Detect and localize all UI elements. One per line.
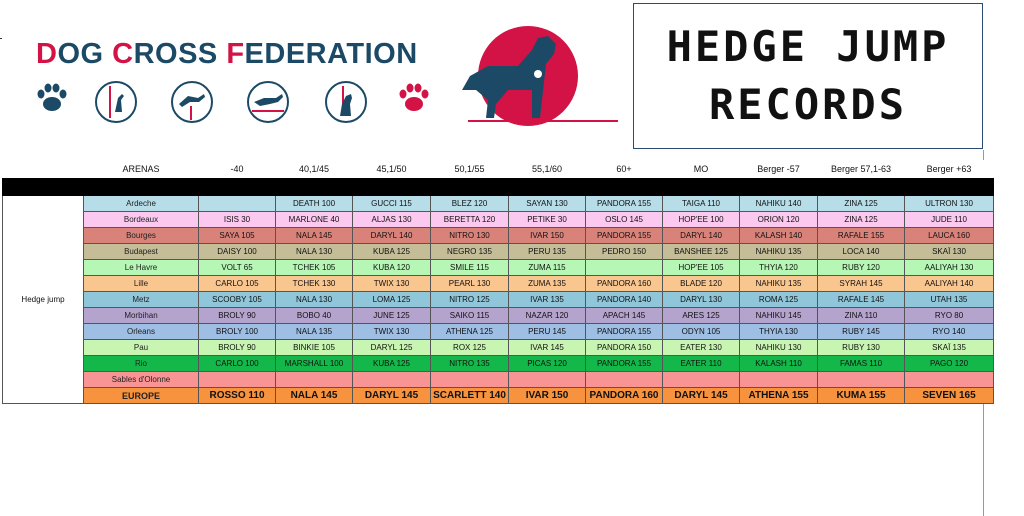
- table-row: [3, 212, 994, 228]
- record-cell: ALJAS 130: [353, 212, 431, 228]
- record-cell: DAISY 100: [199, 244, 276, 260]
- record-cell: EATER 110: [663, 356, 740, 372]
- record-cell: PAGO 120: [905, 356, 994, 372]
- jumping-dog-icon: [94, 80, 138, 124]
- arena-name: Ardeche: [84, 196, 199, 212]
- column-header: Berger +63: [905, 160, 994, 179]
- record-cell: BROLY 90: [199, 340, 276, 356]
- record-cell: KUBA 125: [353, 356, 431, 372]
- arena-name: Bordeaux: [84, 212, 199, 228]
- table-row: [3, 292, 994, 308]
- record-cell: ULTRON 130: [905, 196, 994, 212]
- column-header: 55,1/60: [509, 160, 586, 179]
- record-cell: LAUCA 160: [905, 228, 994, 244]
- record-cell: PEDRO 150: [586, 244, 663, 260]
- column-header: 45,1/50: [353, 160, 431, 179]
- title-box: [633, 3, 983, 149]
- record-cell: CARLO 105: [199, 276, 276, 292]
- record-cell: NEGRO 135: [431, 244, 509, 260]
- record-cell: PANDORA 155: [586, 356, 663, 372]
- record-cell: BLEZ 120: [431, 196, 509, 212]
- record-cell: ROMA 125: [740, 292, 818, 308]
- europe-row: [3, 388, 994, 404]
- column-header: 50,1/55: [431, 160, 509, 179]
- table-row: [3, 340, 994, 356]
- record-cell: TCHEK 105: [276, 260, 353, 276]
- column-header: 60+: [586, 160, 663, 179]
- record-cell: JUDE 110: [905, 212, 994, 228]
- record-cell: RYO 80: [905, 308, 994, 324]
- record-cell: SAYA 105: [199, 228, 276, 244]
- record-cell: PETIKE 30: [509, 212, 586, 228]
- arena-name: Rio: [84, 356, 199, 372]
- record-cell: THYIA 130: [740, 324, 818, 340]
- column-header: Berger -57: [740, 160, 818, 179]
- record-cell: PANDORA 155: [586, 228, 663, 244]
- arena-name: Le Havre: [84, 260, 199, 276]
- record-cell: IVAR 145: [509, 340, 586, 356]
- record-cell: PANDORA 140: [586, 292, 663, 308]
- record-cell: NITRO 135: [431, 356, 509, 372]
- record-cell: THYIA 120: [740, 260, 818, 276]
- table-row: [3, 372, 994, 388]
- record-cell: [740, 372, 818, 388]
- record-cell: ZUMA 115: [509, 260, 586, 276]
- record-cell: ROX 125: [431, 340, 509, 356]
- record-cell: [199, 196, 276, 212]
- record-cell: PANDORA 150: [586, 340, 663, 356]
- record-cell: NALA 145: [276, 388, 353, 404]
- record-cell: BANSHEE 125: [663, 244, 740, 260]
- federation-logo-text: DOG CROSS FEDERATION: [36, 38, 418, 70]
- record-cell: DARYL 145: [663, 388, 740, 404]
- record-cell: EATER 130: [663, 340, 740, 356]
- record-cell: OSLO 145: [586, 212, 663, 228]
- record-cell: ZINA 110: [818, 308, 905, 324]
- record-cell: DARYL 140: [353, 228, 431, 244]
- record-cell: GUCCI 115: [353, 196, 431, 212]
- record-cell: ATHENA 155: [740, 388, 818, 404]
- arena-name: Lille: [84, 276, 199, 292]
- record-cell: RAFALE 155: [818, 228, 905, 244]
- record-cell: IVAR 150: [509, 388, 586, 404]
- paw-icon: [396, 80, 432, 116]
- record-cell: DARYL 140: [663, 228, 740, 244]
- record-cell: PEARL 130: [431, 276, 509, 292]
- record-cell: PERU 135: [509, 244, 586, 260]
- arena-name: Budapest: [84, 244, 199, 260]
- record-cell: [199, 372, 276, 388]
- table-row: [3, 196, 994, 212]
- record-cell: KUMA 155: [818, 388, 905, 404]
- record-cell: [586, 372, 663, 388]
- arena-name: Sables d'Olonne: [84, 372, 199, 388]
- record-cell: [509, 372, 586, 388]
- record-cell: NALA 145: [276, 228, 353, 244]
- arena-name: Bourges: [84, 228, 199, 244]
- record-cell: LOMA 125: [353, 292, 431, 308]
- record-cell: SYRAH 145: [818, 276, 905, 292]
- record-cell: HOP'EE 100: [663, 212, 740, 228]
- record-cell: NAHIKU 135: [740, 276, 818, 292]
- record-cell: [353, 372, 431, 388]
- record-cell: BERETTA 120: [431, 212, 509, 228]
- record-cell: BOBO 40: [276, 308, 353, 324]
- record-cell: ZINA 125: [818, 196, 905, 212]
- table-row: [3, 324, 994, 340]
- record-cell: NALA 130: [276, 244, 353, 260]
- record-cell: ATHENA 125: [431, 324, 509, 340]
- record-cell: BROLY 90: [199, 308, 276, 324]
- column-header: MO: [663, 160, 740, 179]
- record-cell: SCARLETT 140: [431, 388, 509, 404]
- column-header: 40,1/45: [276, 160, 353, 179]
- record-cell: DARYL 145: [353, 388, 431, 404]
- record-cell: FAMAS 110: [818, 356, 905, 372]
- record-cell: SAYAN 130: [509, 196, 586, 212]
- record-cell: BROLY 100: [199, 324, 276, 340]
- table-row: [3, 260, 994, 276]
- record-cell: SKAÏ 130: [905, 244, 994, 260]
- discipline-icons: [34, 80, 434, 124]
- record-cell: IVAR 135: [509, 292, 586, 308]
- record-cell: ODYN 105: [663, 324, 740, 340]
- record-cell: ZUMA 135: [509, 276, 586, 292]
- record-cell: RUBY 145: [818, 324, 905, 340]
- record-cell: [905, 372, 994, 388]
- record-cell: NAHIKU 140: [740, 196, 818, 212]
- records-table: [2, 160, 994, 404]
- record-cell: SKAÏ 135: [905, 340, 994, 356]
- record-cell: ISIS 30: [199, 212, 276, 228]
- record-cell: [818, 372, 905, 388]
- record-cell: [663, 372, 740, 388]
- record-cell: BLADE 120: [663, 276, 740, 292]
- paw-icon: [34, 80, 70, 116]
- arena-name: Orleans: [84, 324, 199, 340]
- record-cell: NAHIKU 135: [740, 244, 818, 260]
- record-cell: APACH 145: [586, 308, 663, 324]
- record-cell: ARES 125: [663, 308, 740, 324]
- table-row: [3, 308, 994, 324]
- standing-dog-icon: [324, 80, 368, 124]
- blank-header-cell: [3, 160, 84, 179]
- record-cell: PICAS 120: [509, 356, 586, 372]
- record-cell: RYO 140: [905, 324, 994, 340]
- record-cell: IVAR 150: [509, 228, 586, 244]
- arenas-header: ARENAS: [84, 160, 199, 179]
- record-cell: KUBA 120: [353, 260, 431, 276]
- section-label: Hedge jump: [3, 196, 84, 404]
- record-cell: RAFALE 145: [818, 292, 905, 308]
- record-cell: MARSHALL 100: [276, 356, 353, 372]
- arena-name: Morbihan: [84, 308, 199, 324]
- record-cell: [431, 372, 509, 388]
- record-cell: KUBA 125: [353, 244, 431, 260]
- table-header-row: [3, 160, 994, 179]
- record-cell: TAIGA 110: [663, 196, 740, 212]
- record-cell: CARLO 100: [199, 356, 276, 372]
- record-cell: SAIKO 115: [431, 308, 509, 324]
- record-cell: NITRO 125: [431, 292, 509, 308]
- record-cell: NAZAR 120: [509, 308, 586, 324]
- record-cell: MARLONE 40: [276, 212, 353, 228]
- record-cell: NITRO 130: [431, 228, 509, 244]
- record-cell: TWIX 130: [353, 276, 431, 292]
- table-row: [3, 276, 994, 292]
- record-cell: PANDORA 160: [586, 276, 663, 292]
- record-cell: JUNE 125: [353, 308, 431, 324]
- record-cell: NALA 135: [276, 324, 353, 340]
- record-cell: NAHIKU 145: [740, 308, 818, 324]
- record-cell: TWIX 130: [353, 324, 431, 340]
- record-cell: AALIYAH 140: [905, 276, 994, 292]
- dog-sun-logo: [448, 20, 628, 140]
- edge-tick: [0, 38, 2, 39]
- record-cell: KALASH 140: [740, 228, 818, 244]
- record-cell: PANDORA 160: [586, 388, 663, 404]
- record-cell: NALA 130: [276, 292, 353, 308]
- column-header: Berger 57,1-63: [818, 160, 905, 179]
- title-line-2: RECORDS: [708, 80, 907, 129]
- record-cell: [586, 260, 663, 276]
- record-cell: SCOOBY 105: [199, 292, 276, 308]
- column-header: -40: [199, 160, 276, 179]
- record-cell: ROSSO 110: [199, 388, 276, 404]
- record-cell: UTAH 135: [905, 292, 994, 308]
- record-cell: SEVEN 165: [905, 388, 994, 404]
- table-row: [3, 356, 994, 372]
- record-cell: ORION 120: [740, 212, 818, 228]
- record-cell: TCHEK 130: [276, 276, 353, 292]
- record-cell: DEATH 100: [276, 196, 353, 212]
- table-row: [3, 244, 994, 260]
- record-cell: AALIYAH 130: [905, 260, 994, 276]
- running-dog-icon: [246, 80, 290, 124]
- record-cell: PANDORA 155: [586, 196, 663, 212]
- black-band-cell: [3, 179, 994, 196]
- record-cell: DARYL 130: [663, 292, 740, 308]
- table-row: [3, 228, 994, 244]
- record-cell: VOLT 65: [199, 260, 276, 276]
- record-cell: PANDORA 155: [586, 324, 663, 340]
- record-cell: SMILE 115: [431, 260, 509, 276]
- record-cell: KALASH 110: [740, 356, 818, 372]
- record-cell: ZINA 125: [818, 212, 905, 228]
- hurdle-dog-icon: [170, 80, 214, 124]
- record-cell: [276, 372, 353, 388]
- record-cell: HOP'EE 105: [663, 260, 740, 276]
- record-cell: NAHIKU 130: [740, 340, 818, 356]
- black-band-row: [3, 179, 994, 196]
- record-cell: PERU 145: [509, 324, 586, 340]
- title-line-1: HEDGE JUMP: [666, 22, 950, 71]
- record-cell: RUBY 120: [818, 260, 905, 276]
- arena-name: EUROPE: [84, 388, 199, 404]
- arena-name: Pau: [84, 340, 199, 356]
- record-cell: BINKIE 105: [276, 340, 353, 356]
- record-cell: DARYL 125: [353, 340, 431, 356]
- arena-name: Metz: [84, 292, 199, 308]
- record-cell: RUBY 130: [818, 340, 905, 356]
- record-cell: LOCA 140: [818, 244, 905, 260]
